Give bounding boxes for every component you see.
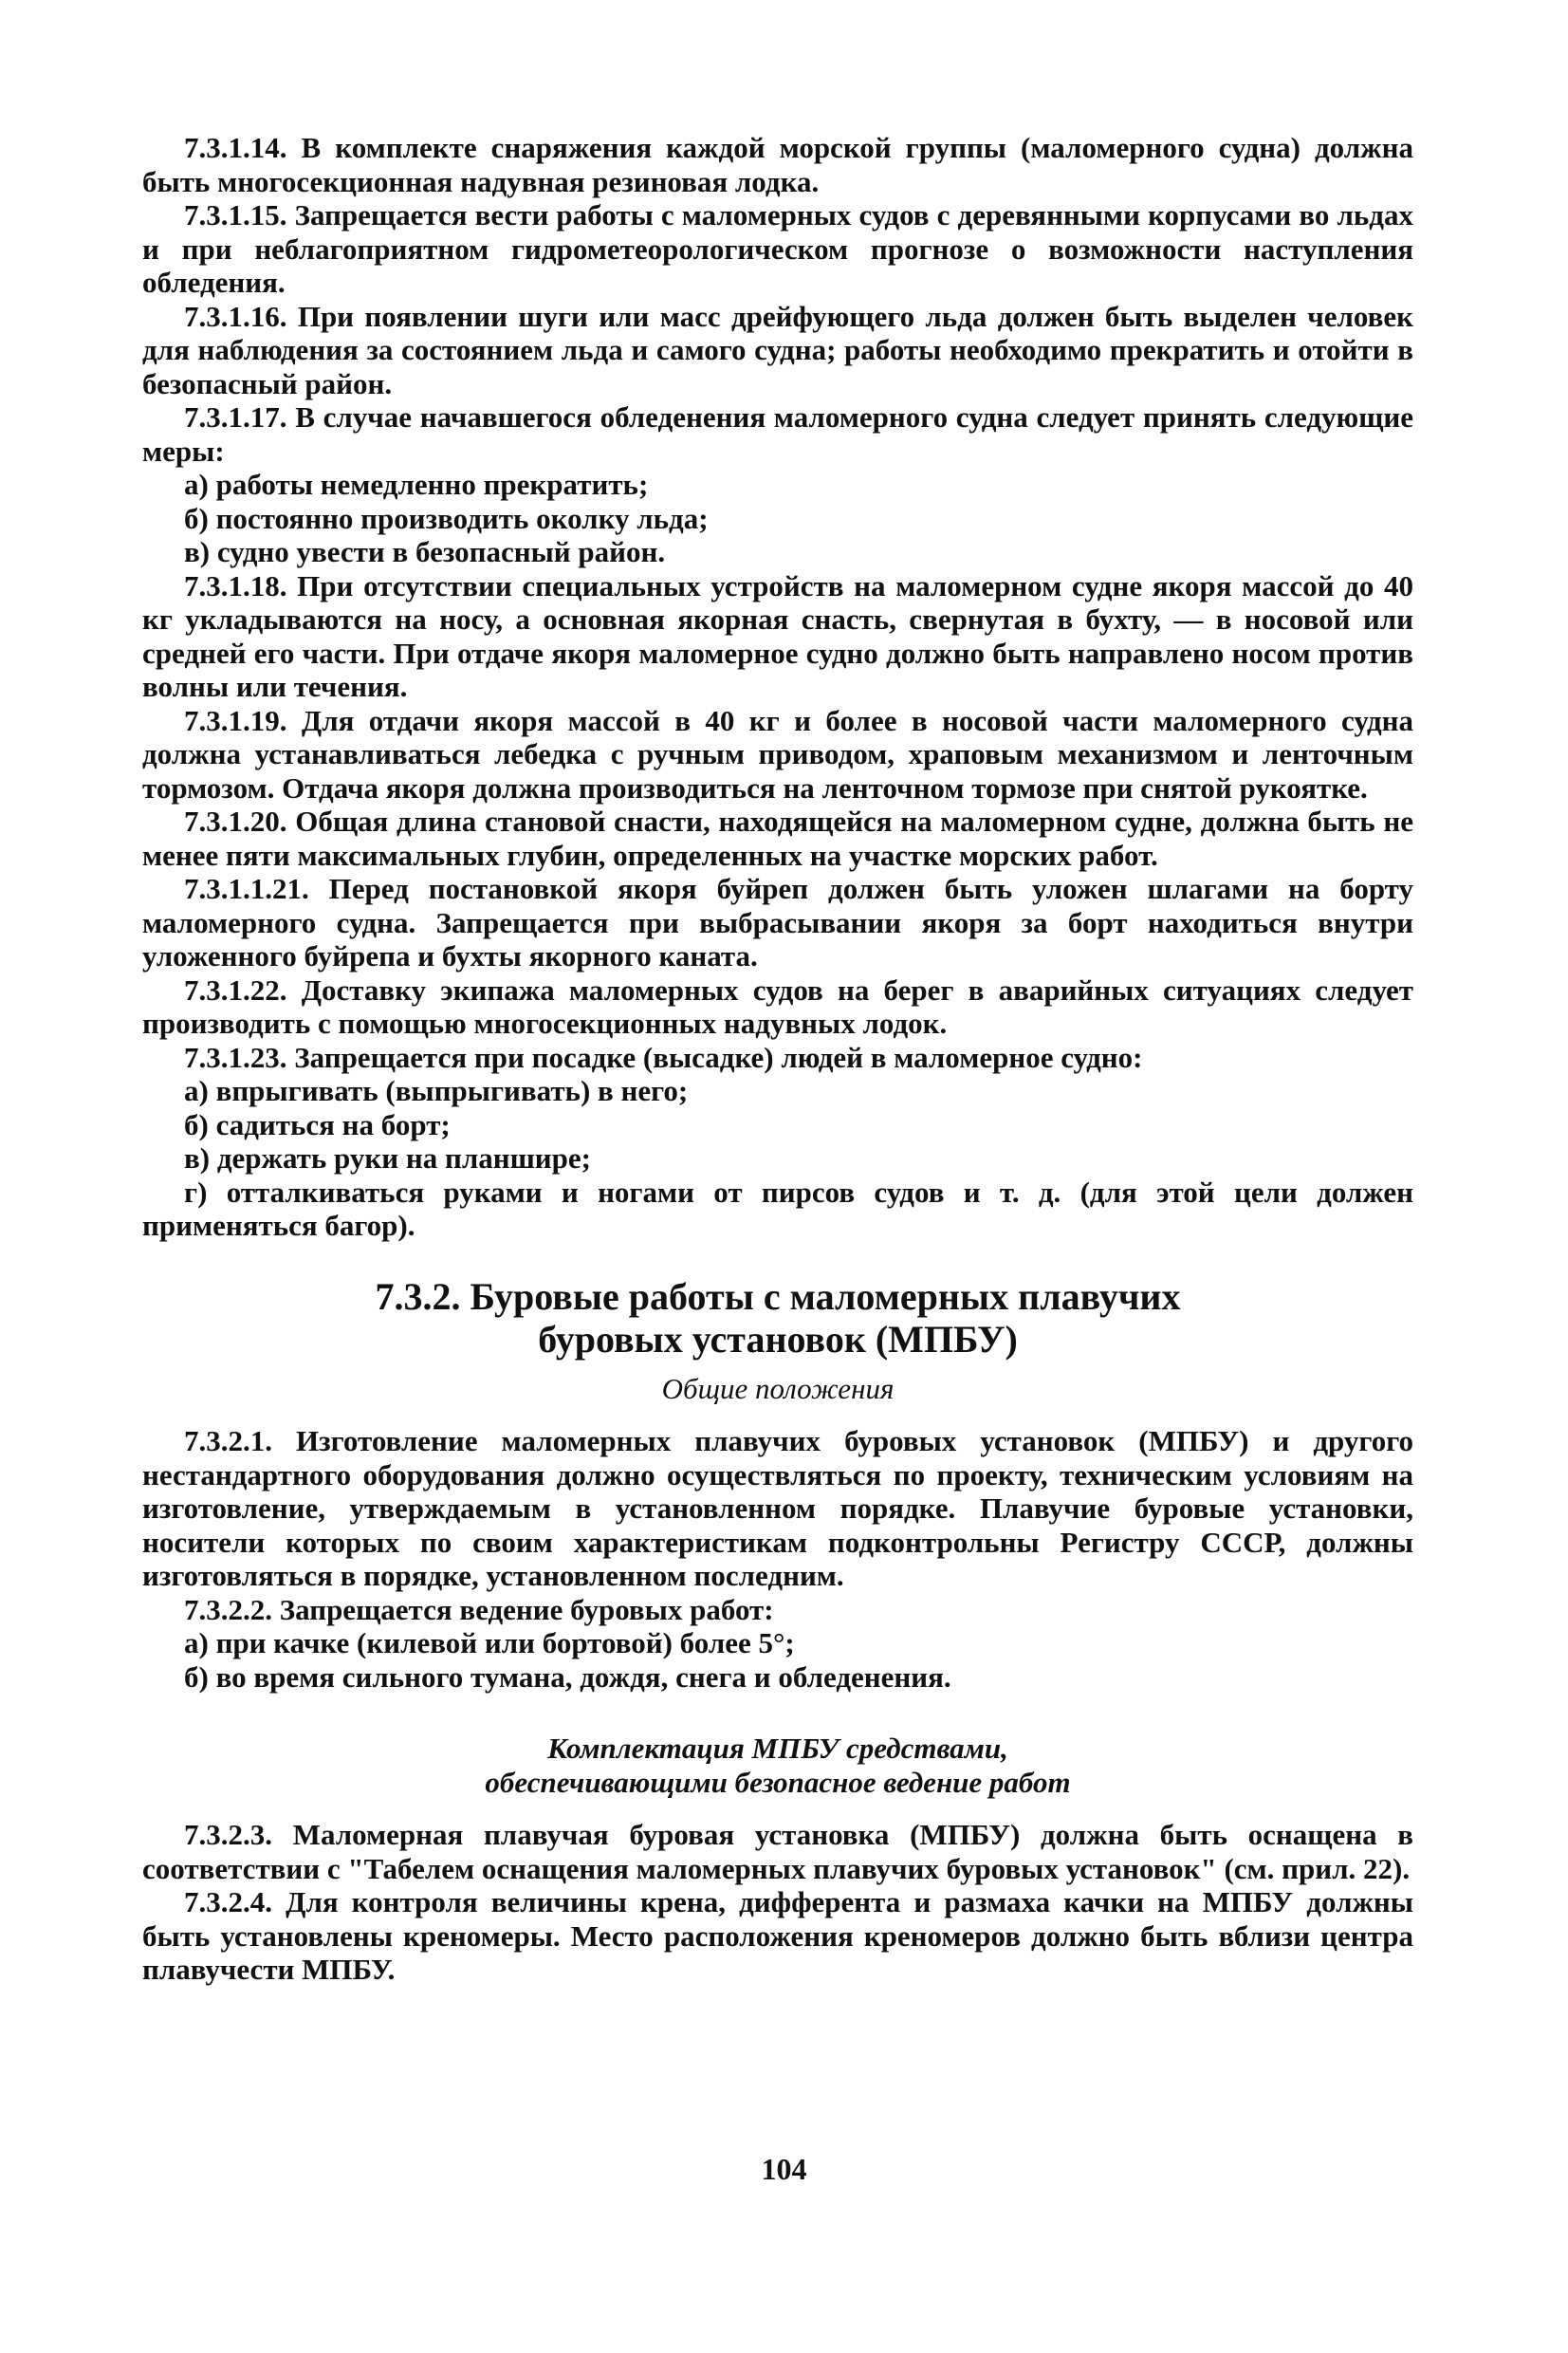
paragraph: 7.3.1.14. В комплекте снаряжения каждой морской группы (маломерного судна) должна быть многосекционная надувная резиновая лодка. (142, 131, 1413, 198)
paragraph: 7.3.1.20. Общая длина становой снасти, находящейся на маломерном судне, должна быть не менее пяти максимальных глубин, определенных на участке морских работ. (142, 805, 1413, 872)
paragraph: 7.3.1.23. Запрещается при посадке (высадке) людей в маломерное судно: (184, 1040, 1143, 1074)
text-block-top (142, 131, 1413, 1243)
subtitle-equipment-line-2: обеспечивающими безопасное ведение работ (485, 1765, 1071, 1799)
text-block-bottom (142, 1818, 1413, 1987)
list-item: в) держать руки на планшире; (184, 1141, 591, 1175)
section-title (142, 1275, 1413, 1361)
subtitle-equipment-line-1: Комплектация МПБУ средствами, (547, 1732, 1008, 1765)
paragraph: 7.3.1.19. Для отдачи якоря массой в 40 кг и более в носовой части маломерного судна должна устанавливаться лебедка с ручным приводом, храповым механизмом и ленточным тормозом. Отдача якоря должна производиться на ленточном тормозе при снятой рукоятке. (142, 703, 1413, 805)
list-item: б) садиться на борт; (184, 1107, 451, 1141)
list-item: а) работы немедленно прекратить; (184, 468, 649, 501)
paragraph: 7.3.1.17. В случае начавшегося обледенения маломерного судна следует принять следующие меры: (142, 400, 1413, 468)
list-item: а) впрыгивать (выпрыгивать) в него; (184, 1074, 689, 1107)
paragraph: 7.3.2.4. Для контроля величины крена, дифферента и размаха качки на МПБУ должны быть установлены креномеры. Место расположения креномеров должно быть вблизи центра плавучести МПБУ. (142, 1885, 1413, 1986)
paragraph: 7.3.1.22. Доставку экипажа маломерных судов на берег в аварийных ситуациях следует производить с помощью многосекционных надувных лодок. (142, 973, 1413, 1040)
paragraph: 7.3.2.1. Изготовление маломерных плавучих буровых установок (МПБУ) и другого нестандартного оборудования должно осуществляться по проекту, техническим условиям на изготовление, утверждаемым в установленном порядке. Плавучие буровые установки, носители которых по своим характеристикам подконтрольны Регистру СССР, должны изготовляться в порядке, установленном последним. (142, 1424, 1413, 1592)
paragraph: 7.3.1.16. При появлении шуги или масс дрейфующего льда должен быть выделен человек для наблюдения за состоянием льда и самого судна; работы необходимо прекратить и отойти в безопасный район. (142, 299, 1413, 400)
list-item: г) отталкиваться руками и ногами от пирсов судов и т. д. (для этой цели должен применяться багор). (142, 1175, 1413, 1242)
list-item: а) при качке (килевой или бортовой) более 5°; (184, 1626, 795, 1659)
subtitle-equipment (142, 1732, 1413, 1799)
list-item: б) во время сильного тумана, дождя, снега и обледенения. (184, 1659, 951, 1694)
paragraph: 7.3.2.2. Запрещается ведение буровых работ: (184, 1592, 774, 1626)
list-item: в) судно увести в безопасный район. (184, 535, 666, 568)
section-title-line-1: 7.3.2. Буровые работы с маломерных плавучих (375, 1274, 1181, 1318)
paragraph: 7.3.2.3. Маломерная плавучая буровая установка (МПБУ) должна быть оснащена в соответствии с "Табелем оснащения маломерных плавучих буровых установок" (см. прил. 22). (142, 1818, 1413, 1885)
document-page (142, 131, 1413, 1987)
subtitle-general: Общие положения (661, 1371, 895, 1405)
paragraph: 7.3.1.18. При отсутствии специальных устройств на маломерном судне якоря массой до 40 кг укладываются на носу, а основная якорная снасть, свернутая в бухту, — в носовой или средней его части. При отдаче якоря маломерное судно должно быть направлено носом против волны или течения. (142, 568, 1413, 703)
paragraph: 7.3.1.1.21. Перед постановкой якоря буйреп должен быть уложен шлагами на борту маломерного судна. Запрещается при выбрасывании якоря за борт находиться внутри уложенного буйрепа и бухты якорного каната. (142, 872, 1413, 973)
text-block-middle (142, 1424, 1413, 1694)
list-item: б) постоянно производить околку льда; (184, 501, 709, 535)
paragraph: 7.3.1.15. Запрещается вести работы с маломерных судов с деревянными корпусами во льдах и при неблагоприятном гидрометеорологическом прогнозе о возможности наступления обледения. (142, 198, 1413, 299)
section-title-line-2: буровых установок (МПБУ) (538, 1317, 1018, 1361)
page-number: 104 (761, 2152, 807, 2186)
